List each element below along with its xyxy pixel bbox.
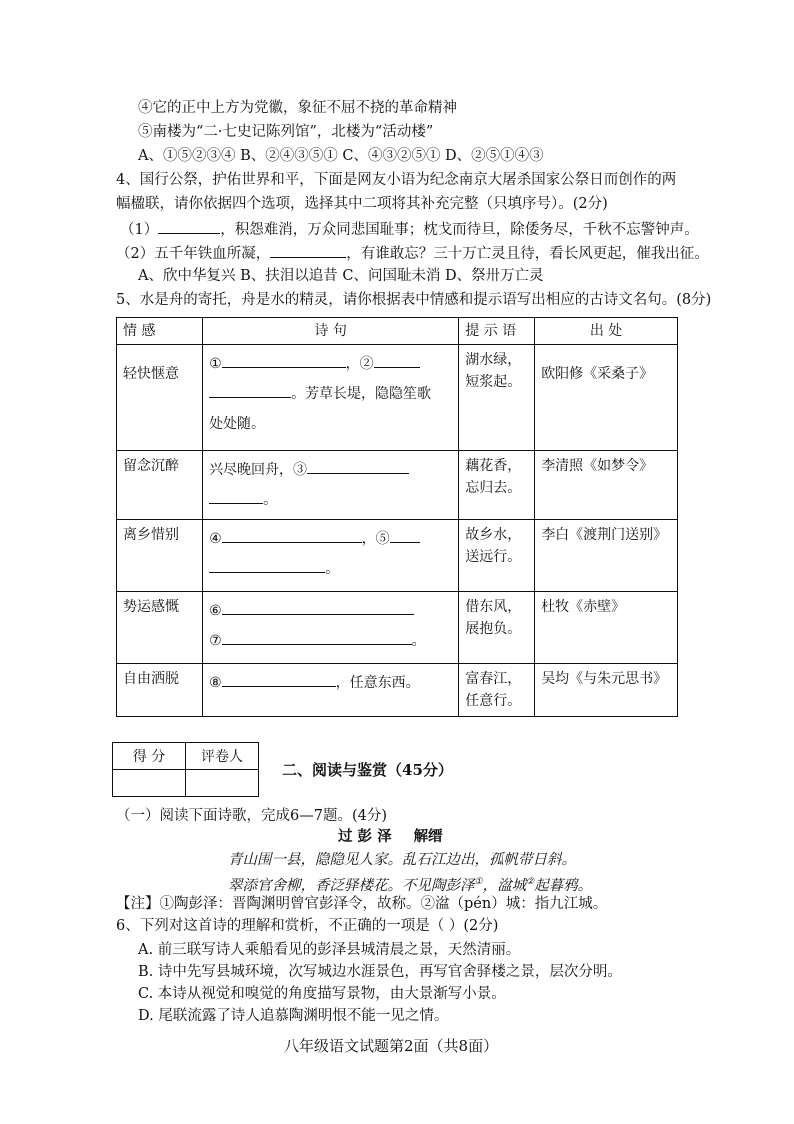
part1-intro: （一）阅读下面诗歌，完成6—7题。(4分) <box>116 808 387 824</box>
q3-item-5: ⑤南楼为“二·七史记陈列馆”，北楼为“活动楼” <box>138 124 434 140</box>
q4-options: A、欣中华复兴 B、扶泪以追昔 C、问国耻未消 D、祭卅万亡灵 <box>138 268 544 284</box>
emotion-cell: 轻快惬意 <box>117 345 203 451</box>
poem-verse-1: 青山围一县，隐隐见人家。乱石江边出，孤帆带日斜。 <box>228 852 576 868</box>
header-hint: 提 示 语 <box>459 318 535 345</box>
answer-blank[interactable] <box>222 599 414 615</box>
q6-option-a[interactable]: A. 前三联写诗人乘船看见的彭泽县城清晨之景，天然清丽。 <box>138 942 521 958</box>
answer-blank[interactable] <box>222 527 362 543</box>
verse-cell: 兴尽晚回舟，③ 。 <box>203 451 459 520</box>
answer-blank[interactable] <box>209 488 263 504</box>
header-emotion: 情 感 <box>117 318 203 345</box>
source-cell: 欧阳修《采桑子》 <box>535 345 678 451</box>
answer-blank[interactable] <box>222 352 346 368</box>
answer-blank[interactable] <box>374 352 420 368</box>
table-header-row <box>117 318 678 345</box>
answer-blank[interactable] <box>222 629 412 645</box>
q3-item-4: ④它的正中上方为党徽，象征不屈不挠的革命精神 <box>138 100 457 116</box>
q4-line1: 4、国行公祭，护佑世界和平，下面是网友小语为纪念南京大屠杀国家公祭日而创作的两 <box>116 172 677 188</box>
answer-blank[interactable] <box>209 382 291 398</box>
answer-blank[interactable] <box>158 218 220 234</box>
header-source: 出 处 <box>535 318 678 345</box>
score-label: 得 分 <box>113 743 186 770</box>
poem-note: 【注】①陶彭泽：晋陶渊明曾官彭泽令，故称。②湓（pén）城：指九江城。 <box>116 896 608 912</box>
q5-prompt: 5、水是舟的寄托，舟是水的精灵，请你根据表中情感和提示语写出相应的古诗文名句。(8分) <box>116 292 712 308</box>
table-row <box>117 520 678 592</box>
q4-line2: 幅楹联，请你依据四个选项，选择其中二项将其补充完整（只填序号）。(2分) <box>116 196 608 212</box>
answer-blank[interactable] <box>222 671 336 687</box>
source-cell: 吴均《与朱元思书》 <box>535 664 678 717</box>
verse-cell: ⑥ ⑦ 。 <box>203 592 459 664</box>
verse-cell: ⑧ ，任意东西。 <box>203 664 459 717</box>
hint-cell: 湖水绿，短浆起。 <box>459 345 535 451</box>
poem-verse-2: 翠添官舍柳，香泛驿楼花。不见陶彭泽①，湓城②起暮鸦。 <box>228 877 593 894</box>
table-row <box>117 345 678 451</box>
source-cell: 李白《渡荆门送别》 <box>535 520 678 592</box>
table-row <box>117 664 678 717</box>
source-cell: 杜牧《赤壁》 <box>535 592 678 664</box>
hint-cell: 富春江，任意行。 <box>459 664 535 717</box>
answer-blank[interactable] <box>390 527 420 543</box>
answer-blank[interactable] <box>270 242 346 258</box>
verse-cell: ① ，② 。芳草长堤，隐隐笙歌 处处随。 <box>203 345 459 451</box>
q6-option-d[interactable]: D. 尾联流露了诗人追慕陶渊明恨不能一见之情。 <box>138 1008 449 1024</box>
score-table <box>112 742 259 797</box>
q3-options: A、①⑤②③④ B、②④③⑤① C、④③②⑤① D、②⑤①④③ <box>138 148 544 164</box>
poetry-table <box>116 317 678 717</box>
table-row <box>117 451 678 520</box>
poem-title: 过 彭 泽 解缙 <box>338 828 443 845</box>
header-verse: 诗 句 <box>203 318 459 345</box>
table-row <box>117 592 678 664</box>
score-cell[interactable] <box>113 770 186 797</box>
hint-cell: 故乡水，送远行。 <box>459 520 535 592</box>
emotion-cell: 留念沉醉 <box>117 451 203 520</box>
hint-cell: 借东风，展抱负。 <box>459 592 535 664</box>
q6-option-c[interactable]: C. 本诗从视觉和嗅觉的角度描写景物，由大景渐写小景。 <box>138 986 506 1002</box>
page-footer: 八年级语文试题第2面（共8面） <box>284 1037 499 1055</box>
q6-stem: 6、下列对这首诗的理解和赏析，不正确的一项是（ ）(2分) <box>116 918 499 934</box>
source-cell: 李清照《如梦令》 <box>535 451 678 520</box>
answer-blank[interactable] <box>307 458 409 474</box>
q4-couplet-2: （2）五千年铁血所凝， ，有谁敢忘？三十万亡灵且待，看长风更起，催我出征。 <box>116 242 709 264</box>
grader-label: 评卷人 <box>186 743 259 770</box>
emotion-cell: 势运感慨 <box>117 592 203 664</box>
answer-blank[interactable] <box>209 557 325 573</box>
section-title: 二、阅读与鉴赏（45分） <box>282 761 453 779</box>
q6-option-b[interactable]: B. 诗中先写县城环境，次写城边水涯景色，再写官舍驿楼之景，层次分明。 <box>138 964 622 980</box>
grader-cell[interactable] <box>186 770 259 797</box>
verse-cell: ④ ，⑤ 。 <box>203 520 459 592</box>
emotion-cell: 离乡惜别 <box>117 520 203 592</box>
emotion-cell: 自由洒脱 <box>117 664 203 717</box>
hint-cell: 藕花香，忘归去。 <box>459 451 535 520</box>
q4-couplet-1: （1） ，积怨难消，万众同悲国耻事；枕戈而待旦，除倭务尽，千秋不忘警钟声。 <box>120 218 699 240</box>
